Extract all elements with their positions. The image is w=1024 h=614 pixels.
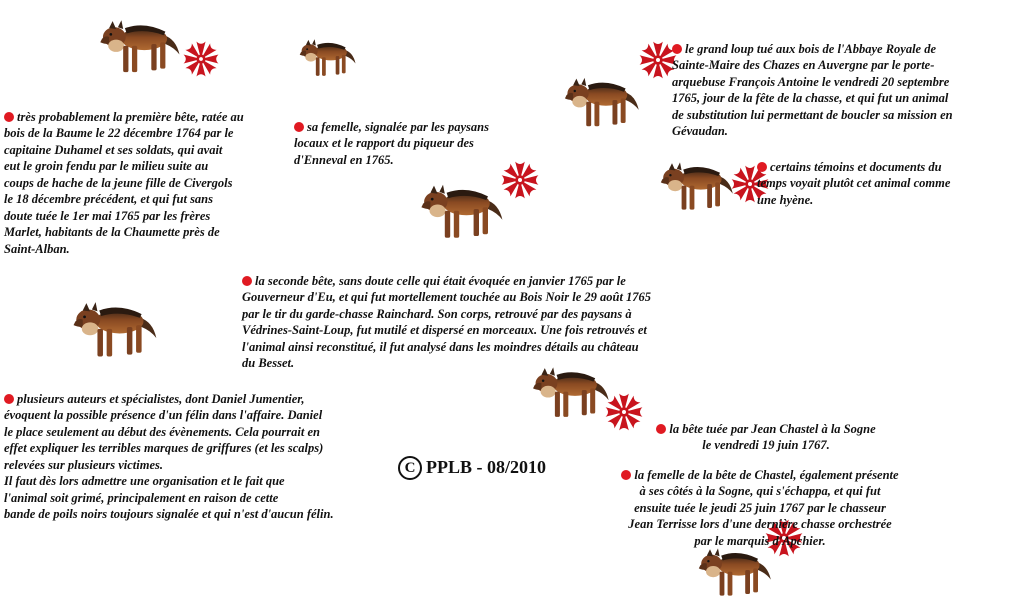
second-beast-illustration: [416, 168, 506, 250]
note-grand-loup-text: le grand loup tué aux bois de l'Abbaye Royale de Sainte-Maire des Chazes en Auvergne par le porte- arquebuse François Antoine le vendredi 20 septembre 1765, jour de la fête de la chasse, et qui fut un animal de substitution lui permettant de boucler sa mission en Gévaudan.: [672, 41, 953, 138]
bullet-icon: [4, 394, 14, 404]
bullet-icon: [757, 162, 767, 172]
grand-loup-illustration: [560, 58, 642, 142]
bullet-icon: [294, 122, 304, 132]
note-hyena: [757, 142, 997, 208]
occitan-cross-icon: [180, 40, 222, 78]
beast-1-illustration: [95, 8, 183, 80]
note-chastel-female: [590, 450, 930, 549]
copyright-mark: [398, 456, 546, 480]
note-second-beast: [242, 256, 762, 372]
note-grand-loup: [672, 24, 1022, 140]
note-chastel-beast-text: la bête tuée par Jean Chastel à la Sogne le vendredi 19 juin 1767.: [669, 421, 876, 452]
note-first-beast: [4, 92, 294, 257]
bullet-icon: [4, 112, 14, 122]
hyena-illustration: [656, 146, 736, 222]
note-second-beast-text: la seconde bête, sans doute celle qui était évoquée en janvier 1765 par le Gouverneur d'Eu, et qui fut mortellement touchée au Bois Noir le 29 août 1765 par le tir du garde-chasse Rainchard. Son corps, retrouvé par des paysans à Védrines-Saint-Loup, fut mutilé et dispersé en morceaux. Une fois retrouvés et l'animal ainsi reconstitué, il fut analysé dans les moindres détails au château du Besset.: [242, 273, 652, 370]
copyright-text: PPLB - 08/2010: [426, 457, 546, 477]
felin-illustration: [68, 284, 160, 370]
occitan-cross-icon: [602, 392, 646, 432]
note-chastel-female-text: la femelle de la bête de Chastel, également présente à ses côtés à la Sogne, qui s'échappa, et qui fut ensuite tuée le jeudi 25 juin 1767 par le chasseur Jean Terrisse lors d'une dernière chasse orchestrée par le marquis d'Apchier.: [628, 467, 899, 548]
note-chastel-beast: [646, 404, 886, 454]
note-felin-text: plusieurs auteurs et spécialistes, dont Daniel Jumentier, évoquent la possible présence d'un félin dans l'affaire. Daniel le place seulement au début des évènements. Cela pourrait en effet expliquer les terribles marques de griffures (et les scalps) relevées sur plusieurs victimes. Il faut dès lors admettre une organisation et le fait que l'animal soit grimé, principalement en raison de cette bande de poils noirs toujours signalée et qui n'est d'aucun félin.: [4, 391, 334, 521]
bullet-icon: [672, 44, 682, 54]
bullet-icon: [656, 424, 666, 434]
note-felin: [4, 374, 404, 523]
note-female: [294, 102, 534, 168]
copyright-symbol: C: [398, 456, 422, 480]
beast-female-illustration: [296, 14, 358, 98]
note-female-text: sa femelle, signalée par les paysans locaux et le rapport du piqueur des d'Enneval en 1765.: [294, 119, 489, 167]
bullet-icon: [621, 470, 631, 480]
note-hyena-text: certains témoins et documents du temps voyait plutôt cet animal comme une hyène.: [757, 159, 951, 207]
bullet-icon: [242, 276, 252, 286]
note-first-beast-text: très probablement la première bête, ratée au bois de la Baume le 22 décembre 1764 par le capitaine Duhamel et ses soldats, qui avait eut le groin fendu par le milieu suite au coups de hache de la jeune fille de Civergols le 18 décembre précédent, et qui fut sans doute tuée le 1er mai 1765 par les frères Marlet, habitants de la Chaumette près de Saint-Alban.: [4, 109, 244, 256]
